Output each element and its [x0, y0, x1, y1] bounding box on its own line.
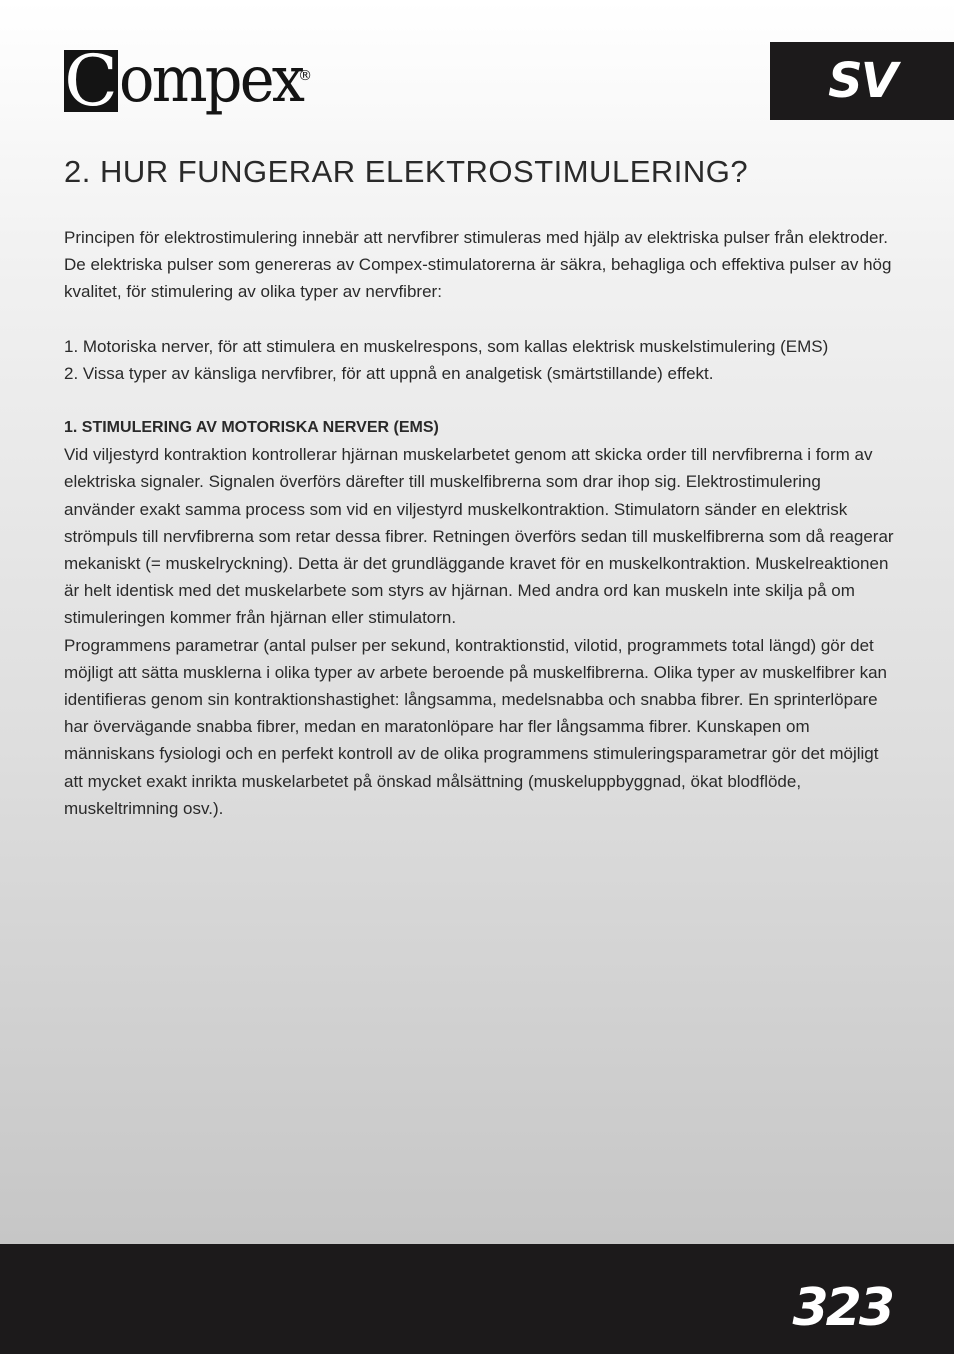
body-paragraph: Programmens parametrar (antal pulser per sekund, kontraktionstid, vilotid, programmets total längd) gör det möjligt att sätta musklerna i olika typer av arbete beroende på muskelfibrerna. Olika typer av muskelfibrer kan identifieras genom sin kontraktionshastighet: långsamma, medelsnabba och snabba fibrer. En sprinterlöpare har övervägande snabba fibrer, medan en maratonlöpare har fler långsamma fibrer. Kunskapen om människans fysiologi och en perfekt kontroll av de olika programmens stimuleringsparametrar gör det möjligt att mycket exakt inrikta muskelarbetet på önskad målsättning (muskeluppbyggnad, ökat blodflöde, muskeltrimning osv.).: [64, 635, 887, 818]
compex-logo: [64, 40, 313, 124]
page-title: 2. HUR FUNGERAR ELEKTROSTIMULERING?: [64, 154, 749, 189]
subsection-heading: 1. STIMULERING AV MOTORISKA NERVER (EMS): [64, 419, 439, 437]
intro-paragraph: Principen för elektrostimulering innebär att nervfibrer stimuleras med hjälp av elektriska pulser från elektroder. De elektriska pulser som genereras av Compex-stimulatorerna är säkra, behagliga och effektiva pulser av hög kvalitet, för stimulering av olika typer av nervfibrer:: [64, 228, 892, 302]
list-item: 2. Vissa typer av känsliga nervfibrer, för att uppnå en analgetisk (smärtstillande) effekt.: [64, 363, 714, 383]
page-number: 323: [792, 1278, 892, 1338]
registered-mark: ®: [298, 68, 313, 84]
logo-initial: C: [64, 40, 118, 122]
logo-wordmark: ompex: [119, 43, 303, 117]
language-tab: SV: [770, 42, 954, 120]
spacer: [64, 306, 894, 333]
spacer: [64, 387, 894, 414]
list-item: 1. Motoriska nerver, för att stimulera en muskelrespons, som kallas elektrisk muskelstimulering (EMS): [64, 336, 829, 356]
body-paragraph: Vid viljestyrd kontraktion kontrollerar hjärnan muskelarbetet genom att skicka order till nervfibrerna i form av elektriska signaler. Signalen överförs därefter till muskelfibrerna som drar ihop sig. Elektrostimulering använder exakt samma process som vid en viljestyrd muskelkontraktion. Stimulatorn sänder en elektrisk strömpuls till nervfibrerna som retar dessa fibrer. Retningen överförs sedan till muskelfibrerna som då reagerar mekaniskt (= muskelryckning). Detta är det grundläggande kravet för en muskelkontraktion. Muskelreaktionen är helt identisk med det muskelarbete som styrs av hjärnan. Med andra ord kan muskeln inte skilja på om stimuleringen kommer från hjärnan eller stimulatorn.: [64, 445, 894, 628]
footer-bar: [0, 1244, 954, 1354]
main-content: [64, 224, 894, 822]
